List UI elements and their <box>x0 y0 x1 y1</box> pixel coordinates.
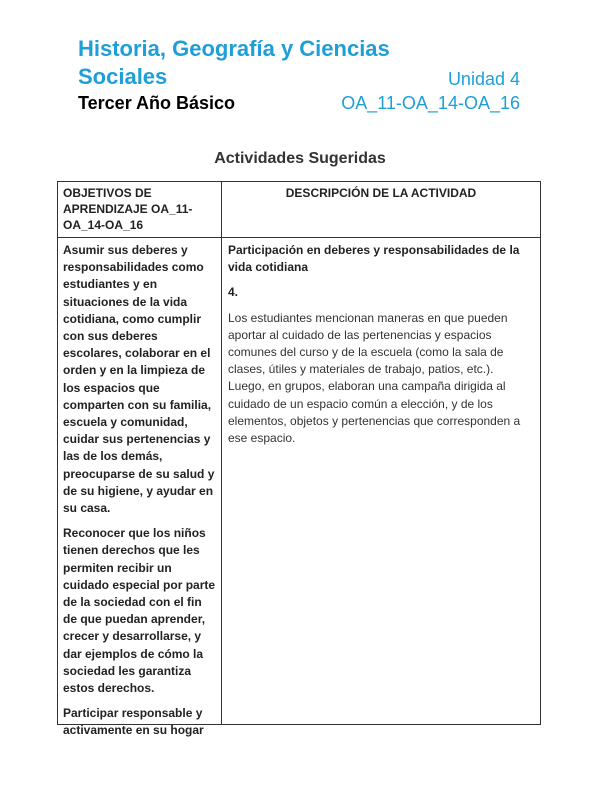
activity-description: Los estudiantes mencionan maneras en que pueden aportar al cuidado de las pertenencias y espacios comunes del curso y de la escuela (como la sala de clases, útiles y materiales de trabajo, patios, etc.). Luego, en grupos, elaboran una campaña dirigida al cuidado de un espacio común a elección, y de los elementos, objetos y pertenencias que corresponden a ese espacio. <box>228 310 521 446</box>
page-header <box>78 36 520 116</box>
objective-item: Participar responsable y activamente en su hogar <box>63 706 204 738</box>
table-row-divider <box>58 237 540 238</box>
objectives-code: OA_11-OA_14-OA_16 <box>341 93 520 113</box>
grade-label: Tercer Año Básico <box>78 93 236 113</box>
table-column-divider <box>221 182 222 724</box>
section-title: Actividades Sugeridas <box>214 150 386 167</box>
subject-title-line-2: Sociales <box>78 64 168 89</box>
table-header-description: DESCRIPCIÓN DE LA ACTIVIDAD <box>285 186 477 200</box>
activity-number: 4. <box>228 285 239 300</box>
objective-item: Asumir sus deberes y responsabilidades como estudiantes y en situaciones de la vida cotidiana, como cumplir con sus deberes escolares, colaborar en el orden y en la limpieza de los espacios que comparten con su familia, escuela y comunidad, cuidar sus pertenencias y las de los demás, preocuparse de su salud y de su higiene, y ayudar en su casa. <box>63 243 215 516</box>
activities-table <box>57 181 541 738</box>
objectives-column <box>63 242 218 748</box>
unit-label: Unidad 4 <box>447 69 520 89</box>
table-header-objectives: OBJETIVOS DE APRENDIZAJE OA_11-OA_14-OA_16 <box>63 186 193 232</box>
activity-title: Participación en deberes y responsabilidades de la vida cotidiana <box>228 243 520 275</box>
activity-column <box>228 242 532 447</box>
subject-title-line-1: Historia, Geografía y Ciencias <box>78 36 390 61</box>
objective-item: Reconocer que los niños tienen derechos que les permiten recibir un cuidado especial por parte de la sociedad con el fin de que puedan aprender, crecer y desarrollarse, y dar ejemplos de cómo la sociedad les garantiza estos derechos. <box>63 526 216 696</box>
